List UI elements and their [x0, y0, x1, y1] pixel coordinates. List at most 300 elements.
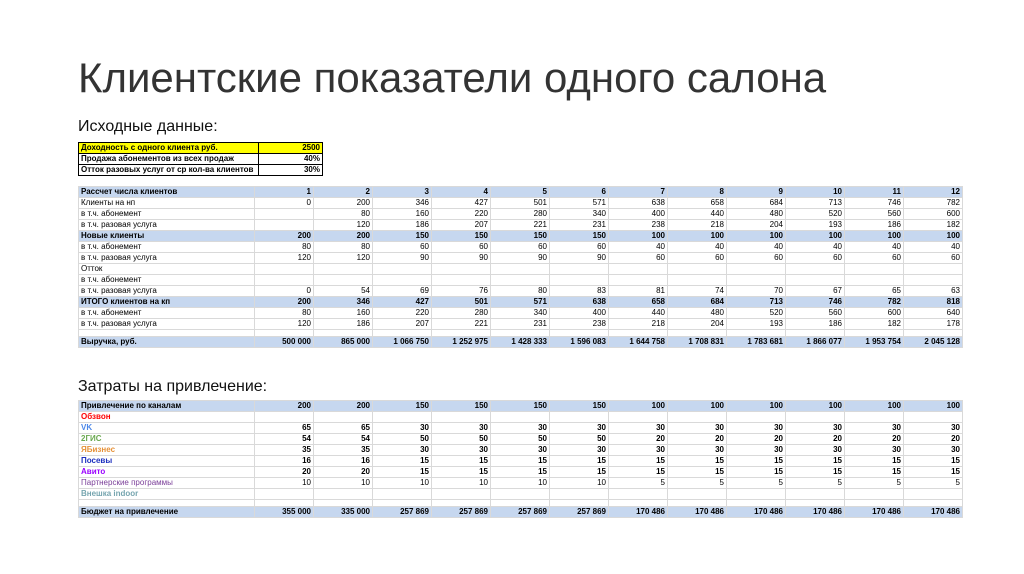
- table-cell: 640: [904, 308, 963, 319]
- table-cell: [373, 500, 432, 507]
- table-cell: 207: [373, 319, 432, 330]
- table-cell: 782: [845, 297, 904, 308]
- table-cell: 20: [668, 434, 727, 445]
- table-cell: [255, 330, 314, 337]
- table-row: [79, 275, 963, 286]
- table-row: [79, 507, 963, 518]
- table-cell: 80: [314, 209, 373, 220]
- table-cell: 15: [845, 456, 904, 467]
- table-cell: 65: [255, 423, 314, 434]
- input-value: 30%: [259, 165, 323, 176]
- row-label: Партнерские программы: [79, 478, 255, 489]
- table-cell: 54: [314, 286, 373, 297]
- table-cell: 170 486: [727, 507, 786, 518]
- table-cell: [432, 264, 491, 275]
- table-cell: 10: [373, 478, 432, 489]
- table-cell: [904, 330, 963, 337]
- table-cell: 15: [550, 467, 609, 478]
- table-cell: 100: [786, 401, 845, 412]
- table-cell: 335 000: [314, 507, 373, 518]
- table-row: [79, 286, 963, 297]
- row-label: Обзвон: [79, 412, 255, 423]
- table-cell: [904, 489, 963, 500]
- table-cell: 9: [727, 187, 786, 198]
- table-cell: 220: [432, 209, 491, 220]
- table-cell: [255, 220, 314, 231]
- row-label: [79, 500, 255, 507]
- table-cell: 170 486: [786, 507, 845, 518]
- table-cell: [491, 330, 550, 337]
- table-cell: 120: [314, 220, 373, 231]
- table-cell: 560: [786, 308, 845, 319]
- table-cell: 15: [609, 456, 668, 467]
- table-cell: 560: [845, 209, 904, 220]
- row-label: Клиенты на нп: [79, 198, 255, 209]
- table-cell: [668, 330, 727, 337]
- table-cell: 440: [668, 209, 727, 220]
- table-cell: 60: [904, 253, 963, 264]
- table-cell: [727, 330, 786, 337]
- table-cell: 231: [491, 319, 550, 330]
- row-label: Внешка indoor: [79, 489, 255, 500]
- table-cell: 30: [727, 445, 786, 456]
- table-cell: [255, 412, 314, 423]
- table-cell: 340: [491, 308, 550, 319]
- table-cell: 30: [432, 423, 491, 434]
- table-cell: 65: [845, 286, 904, 297]
- table-cell: [314, 264, 373, 275]
- table-cell: 60: [373, 242, 432, 253]
- table-cell: 170 486: [845, 507, 904, 518]
- table-cell: 280: [432, 308, 491, 319]
- table-cell: 100: [668, 401, 727, 412]
- table-cell: [314, 500, 373, 507]
- table-cell: [255, 489, 314, 500]
- table-cell: [786, 264, 845, 275]
- table-cell: 60: [845, 253, 904, 264]
- row-label: в т.ч. абонемент: [79, 308, 255, 319]
- table-cell: 10: [491, 478, 550, 489]
- table-cell: 10: [432, 478, 491, 489]
- table-cell: 20: [845, 434, 904, 445]
- table-cell: 70: [727, 286, 786, 297]
- table-cell: 60: [609, 253, 668, 264]
- table-cell: 200: [314, 198, 373, 209]
- table-cell: 15: [432, 467, 491, 478]
- table-cell: 15: [373, 456, 432, 467]
- table-cell: [314, 412, 373, 423]
- table-cell: [786, 412, 845, 423]
- table-cell: 100: [609, 231, 668, 242]
- table-cell: [314, 275, 373, 286]
- table-cell: 11: [845, 187, 904, 198]
- table-row: [79, 253, 963, 264]
- table-cell: 60: [550, 242, 609, 253]
- page-title: Клиентские показатели одного салона: [78, 54, 827, 101]
- table-cell: 15: [727, 456, 786, 467]
- table-cell: 90: [432, 253, 491, 264]
- table-cell: 50: [550, 434, 609, 445]
- table-row: [79, 198, 963, 209]
- table-cell: 20: [314, 467, 373, 478]
- table-cell: 30: [373, 445, 432, 456]
- table-row: [79, 297, 963, 308]
- table-cell: 6: [550, 187, 609, 198]
- table-cell: 67: [786, 286, 845, 297]
- table-cell: 1 708 831: [668, 337, 727, 348]
- table-cell: 2 045 128: [904, 337, 963, 348]
- clients-table: [78, 186, 963, 348]
- table-cell: 100: [904, 231, 963, 242]
- table-cell: 346: [373, 198, 432, 209]
- costs-table: [78, 400, 963, 518]
- table-cell: 218: [609, 319, 668, 330]
- row-label: Посевы: [79, 456, 255, 467]
- row-label: Отток: [79, 264, 255, 275]
- table-cell: [668, 264, 727, 275]
- table-cell: 182: [904, 220, 963, 231]
- table-cell: [491, 264, 550, 275]
- table-cell: 1 953 754: [845, 337, 904, 348]
- table-cell: 427: [373, 297, 432, 308]
- table-cell: 480: [668, 308, 727, 319]
- table-cell: [550, 330, 609, 337]
- table-cell: 220: [373, 308, 432, 319]
- table-cell: 15: [786, 456, 845, 467]
- table-row: [79, 308, 963, 319]
- table-cell: 90: [491, 253, 550, 264]
- table-cell: 10: [255, 478, 314, 489]
- table-cell: 120: [255, 319, 314, 330]
- table-cell: 186: [373, 220, 432, 231]
- table-cell: 5: [609, 478, 668, 489]
- table-cell: 150: [550, 401, 609, 412]
- table-cell: 200: [255, 231, 314, 242]
- table-cell: 20: [727, 434, 786, 445]
- row-label: Бюджет на привлечение: [79, 507, 255, 518]
- table-cell: [609, 500, 668, 507]
- table-cell: 15: [668, 456, 727, 467]
- table-cell: 280: [491, 209, 550, 220]
- table-cell: 5: [845, 478, 904, 489]
- table-cell: [609, 489, 668, 500]
- table-row: [79, 478, 963, 489]
- table-cell: [491, 489, 550, 500]
- table-cell: 500 000: [255, 337, 314, 348]
- table-cell: 231: [550, 220, 609, 231]
- table-cell: [727, 264, 786, 275]
- table-cell: 100: [727, 231, 786, 242]
- table-row: [79, 264, 963, 275]
- table-cell: 40: [668, 242, 727, 253]
- table-cell: 193: [786, 220, 845, 231]
- input-label: Доходность с одного клиента руб.: [79, 143, 259, 154]
- table-cell: 30: [550, 423, 609, 434]
- table-cell: [668, 500, 727, 507]
- table-cell: 90: [373, 253, 432, 264]
- table-cell: 100: [845, 401, 904, 412]
- table-cell: [432, 330, 491, 337]
- table-cell: 15: [845, 467, 904, 478]
- table-cell: 15: [668, 467, 727, 478]
- table-cell: 100: [904, 401, 963, 412]
- table-cell: [845, 264, 904, 275]
- table-cell: 100: [845, 231, 904, 242]
- table-cell: 818: [904, 297, 963, 308]
- table-cell: [373, 489, 432, 500]
- table-cell: [550, 275, 609, 286]
- table-cell: 60: [786, 253, 845, 264]
- section-title-input: Исходные данные:: [78, 118, 218, 135]
- table-cell: 1 644 758: [609, 337, 668, 348]
- table-cell: 346: [314, 297, 373, 308]
- table-cell: 355 000: [255, 507, 314, 518]
- table-cell: 10: [786, 187, 845, 198]
- table-cell: [727, 412, 786, 423]
- table-row: [79, 423, 963, 434]
- table-cell: 684: [668, 297, 727, 308]
- table-cell: [904, 264, 963, 275]
- table-cell: [373, 330, 432, 337]
- table-cell: 170 486: [609, 507, 668, 518]
- table-cell: 40: [786, 242, 845, 253]
- table-cell: [786, 489, 845, 500]
- table-cell: [255, 275, 314, 286]
- table-cell: 200: [255, 401, 314, 412]
- table-cell: 54: [314, 434, 373, 445]
- table-cell: 40: [845, 242, 904, 253]
- table-cell: 400: [550, 308, 609, 319]
- table-cell: 80: [491, 286, 550, 297]
- table-row: [79, 412, 963, 423]
- table-cell: 501: [432, 297, 491, 308]
- table-cell: 600: [904, 209, 963, 220]
- table-cell: 15: [904, 467, 963, 478]
- table-cell: 1 866 077: [786, 337, 845, 348]
- table-cell: [786, 275, 845, 286]
- row-label: ЯБизнес: [79, 445, 255, 456]
- input-data-table: [78, 142, 323, 176]
- table-cell: 20: [904, 434, 963, 445]
- table-cell: 5: [904, 478, 963, 489]
- table-cell: 30: [845, 423, 904, 434]
- table-cell: 15: [550, 456, 609, 467]
- table-row: [79, 242, 963, 253]
- table-cell: [904, 412, 963, 423]
- table-cell: 150: [432, 401, 491, 412]
- table-cell: 170 486: [668, 507, 727, 518]
- table-cell: 100: [727, 401, 786, 412]
- table-cell: 30: [904, 423, 963, 434]
- input-value: 2500: [259, 143, 323, 154]
- table-cell: 30: [668, 445, 727, 456]
- table-cell: 1: [255, 187, 314, 198]
- row-label: [79, 330, 255, 337]
- table-cell: 257 869: [491, 507, 550, 518]
- table-cell: 15: [491, 467, 550, 478]
- table-cell: 60: [432, 242, 491, 253]
- table-cell: [727, 500, 786, 507]
- table-row: [79, 337, 963, 348]
- table-cell: 501: [491, 198, 550, 209]
- table-row: [79, 445, 963, 456]
- table-cell: 40: [609, 242, 668, 253]
- table-cell: 5: [668, 478, 727, 489]
- table-cell: [609, 412, 668, 423]
- table-cell: 150: [550, 231, 609, 242]
- table-cell: 12: [904, 187, 963, 198]
- row-label: Авито: [79, 467, 255, 478]
- table-cell: 30: [904, 445, 963, 456]
- table-cell: 15: [727, 467, 786, 478]
- input-row: [79, 143, 323, 154]
- table-cell: 16: [314, 456, 373, 467]
- table-cell: 204: [727, 220, 786, 231]
- table-cell: [432, 275, 491, 286]
- table-cell: 60: [668, 253, 727, 264]
- table-cell: [491, 500, 550, 507]
- table-cell: 30: [668, 423, 727, 434]
- table-cell: 221: [491, 220, 550, 231]
- table-cell: 238: [550, 319, 609, 330]
- table-cell: 30: [550, 445, 609, 456]
- table-cell: 571: [491, 297, 550, 308]
- table-cell: [668, 275, 727, 286]
- table-cell: 746: [845, 198, 904, 209]
- table-row: [79, 489, 963, 500]
- table-cell: 340: [550, 209, 609, 220]
- table-row: [79, 434, 963, 445]
- table-cell: 150: [373, 401, 432, 412]
- table-cell: 50: [491, 434, 550, 445]
- row-label: VK: [79, 423, 255, 434]
- table-cell: 865 000: [314, 337, 373, 348]
- table-cell: 2: [314, 187, 373, 198]
- table-cell: 713: [727, 297, 786, 308]
- table-cell: 10: [550, 478, 609, 489]
- table-cell: 4: [432, 187, 491, 198]
- table-cell: 218: [668, 220, 727, 231]
- table-row: [79, 231, 963, 242]
- table-cell: 15: [491, 456, 550, 467]
- table-cell: 0: [255, 286, 314, 297]
- section-title-costs: Затраты на привлечение:: [78, 378, 268, 395]
- table-cell: 20: [609, 434, 668, 445]
- table-cell: 257 869: [373, 507, 432, 518]
- table-cell: 20: [786, 434, 845, 445]
- table-cell: 20: [255, 467, 314, 478]
- table-row: [79, 220, 963, 231]
- table-cell: 80: [255, 308, 314, 319]
- table-cell: 658: [668, 198, 727, 209]
- table-cell: 238: [609, 220, 668, 231]
- table-cell: [550, 264, 609, 275]
- row-label: в т.ч. разовая услуга: [79, 319, 255, 330]
- table-cell: 120: [255, 253, 314, 264]
- table-cell: 30: [609, 445, 668, 456]
- table-cell: 8: [668, 187, 727, 198]
- table-cell: 193: [727, 319, 786, 330]
- table-cell: 54: [255, 434, 314, 445]
- table-cell: 170 486: [904, 507, 963, 518]
- table-cell: 200: [314, 401, 373, 412]
- table-cell: 186: [845, 220, 904, 231]
- table-cell: 16: [255, 456, 314, 467]
- table-cell: 3: [373, 187, 432, 198]
- table-cell: 5: [727, 478, 786, 489]
- table-cell: 204: [668, 319, 727, 330]
- input-label: Отток разовых услуг от ср кол-ва клиентов: [79, 165, 259, 176]
- table-cell: 520: [727, 308, 786, 319]
- table-cell: 65: [314, 423, 373, 434]
- table-cell: [609, 330, 668, 337]
- table-cell: [432, 489, 491, 500]
- table-cell: 100: [609, 401, 668, 412]
- table-cell: 30: [491, 423, 550, 434]
- table-cell: 60: [491, 242, 550, 253]
- table-cell: [845, 500, 904, 507]
- row-label: в т.ч. разовая услуга: [79, 286, 255, 297]
- table-cell: 160: [373, 209, 432, 220]
- table-cell: [550, 412, 609, 423]
- row-label: в т.ч. абонемент: [79, 242, 255, 253]
- table-row: [79, 209, 963, 220]
- table-cell: 150: [432, 231, 491, 242]
- table-cell: 684: [727, 198, 786, 209]
- table-cell: 15: [904, 456, 963, 467]
- table-cell: 150: [491, 401, 550, 412]
- table-cell: 0: [255, 198, 314, 209]
- table-cell: [491, 412, 550, 423]
- table-cell: 120: [314, 253, 373, 264]
- table-cell: 746: [786, 297, 845, 308]
- table-cell: [845, 412, 904, 423]
- table-cell: 782: [904, 198, 963, 209]
- table-cell: 30: [609, 423, 668, 434]
- table-cell: 30: [491, 445, 550, 456]
- table-cell: 1 783 681: [727, 337, 786, 348]
- table-cell: 5: [491, 187, 550, 198]
- table-cell: [314, 489, 373, 500]
- table-cell: 50: [373, 434, 432, 445]
- table-cell: [491, 275, 550, 286]
- table-cell: [609, 264, 668, 275]
- table-cell: 15: [786, 467, 845, 478]
- table-cell: 150: [491, 231, 550, 242]
- table-cell: 30: [432, 445, 491, 456]
- table-cell: 15: [609, 467, 668, 478]
- table-cell: 5: [786, 478, 845, 489]
- row-label: в т.ч. разовая услуга: [79, 253, 255, 264]
- table-cell: 30: [727, 423, 786, 434]
- table-cell: 1 066 750: [373, 337, 432, 348]
- table-row: [79, 500, 963, 507]
- table-cell: [904, 275, 963, 286]
- input-value: 40%: [259, 154, 323, 165]
- row-label: Выручка, руб.: [79, 337, 255, 348]
- table-cell: 257 869: [550, 507, 609, 518]
- table-cell: 83: [550, 286, 609, 297]
- table-cell: [550, 489, 609, 500]
- table-cell: 257 869: [432, 507, 491, 518]
- table-cell: 221: [432, 319, 491, 330]
- table-cell: 63: [904, 286, 963, 297]
- table-row: [79, 467, 963, 478]
- table-cell: [373, 412, 432, 423]
- table-cell: 400: [609, 209, 668, 220]
- table-cell: 600: [845, 308, 904, 319]
- table-cell: [904, 500, 963, 507]
